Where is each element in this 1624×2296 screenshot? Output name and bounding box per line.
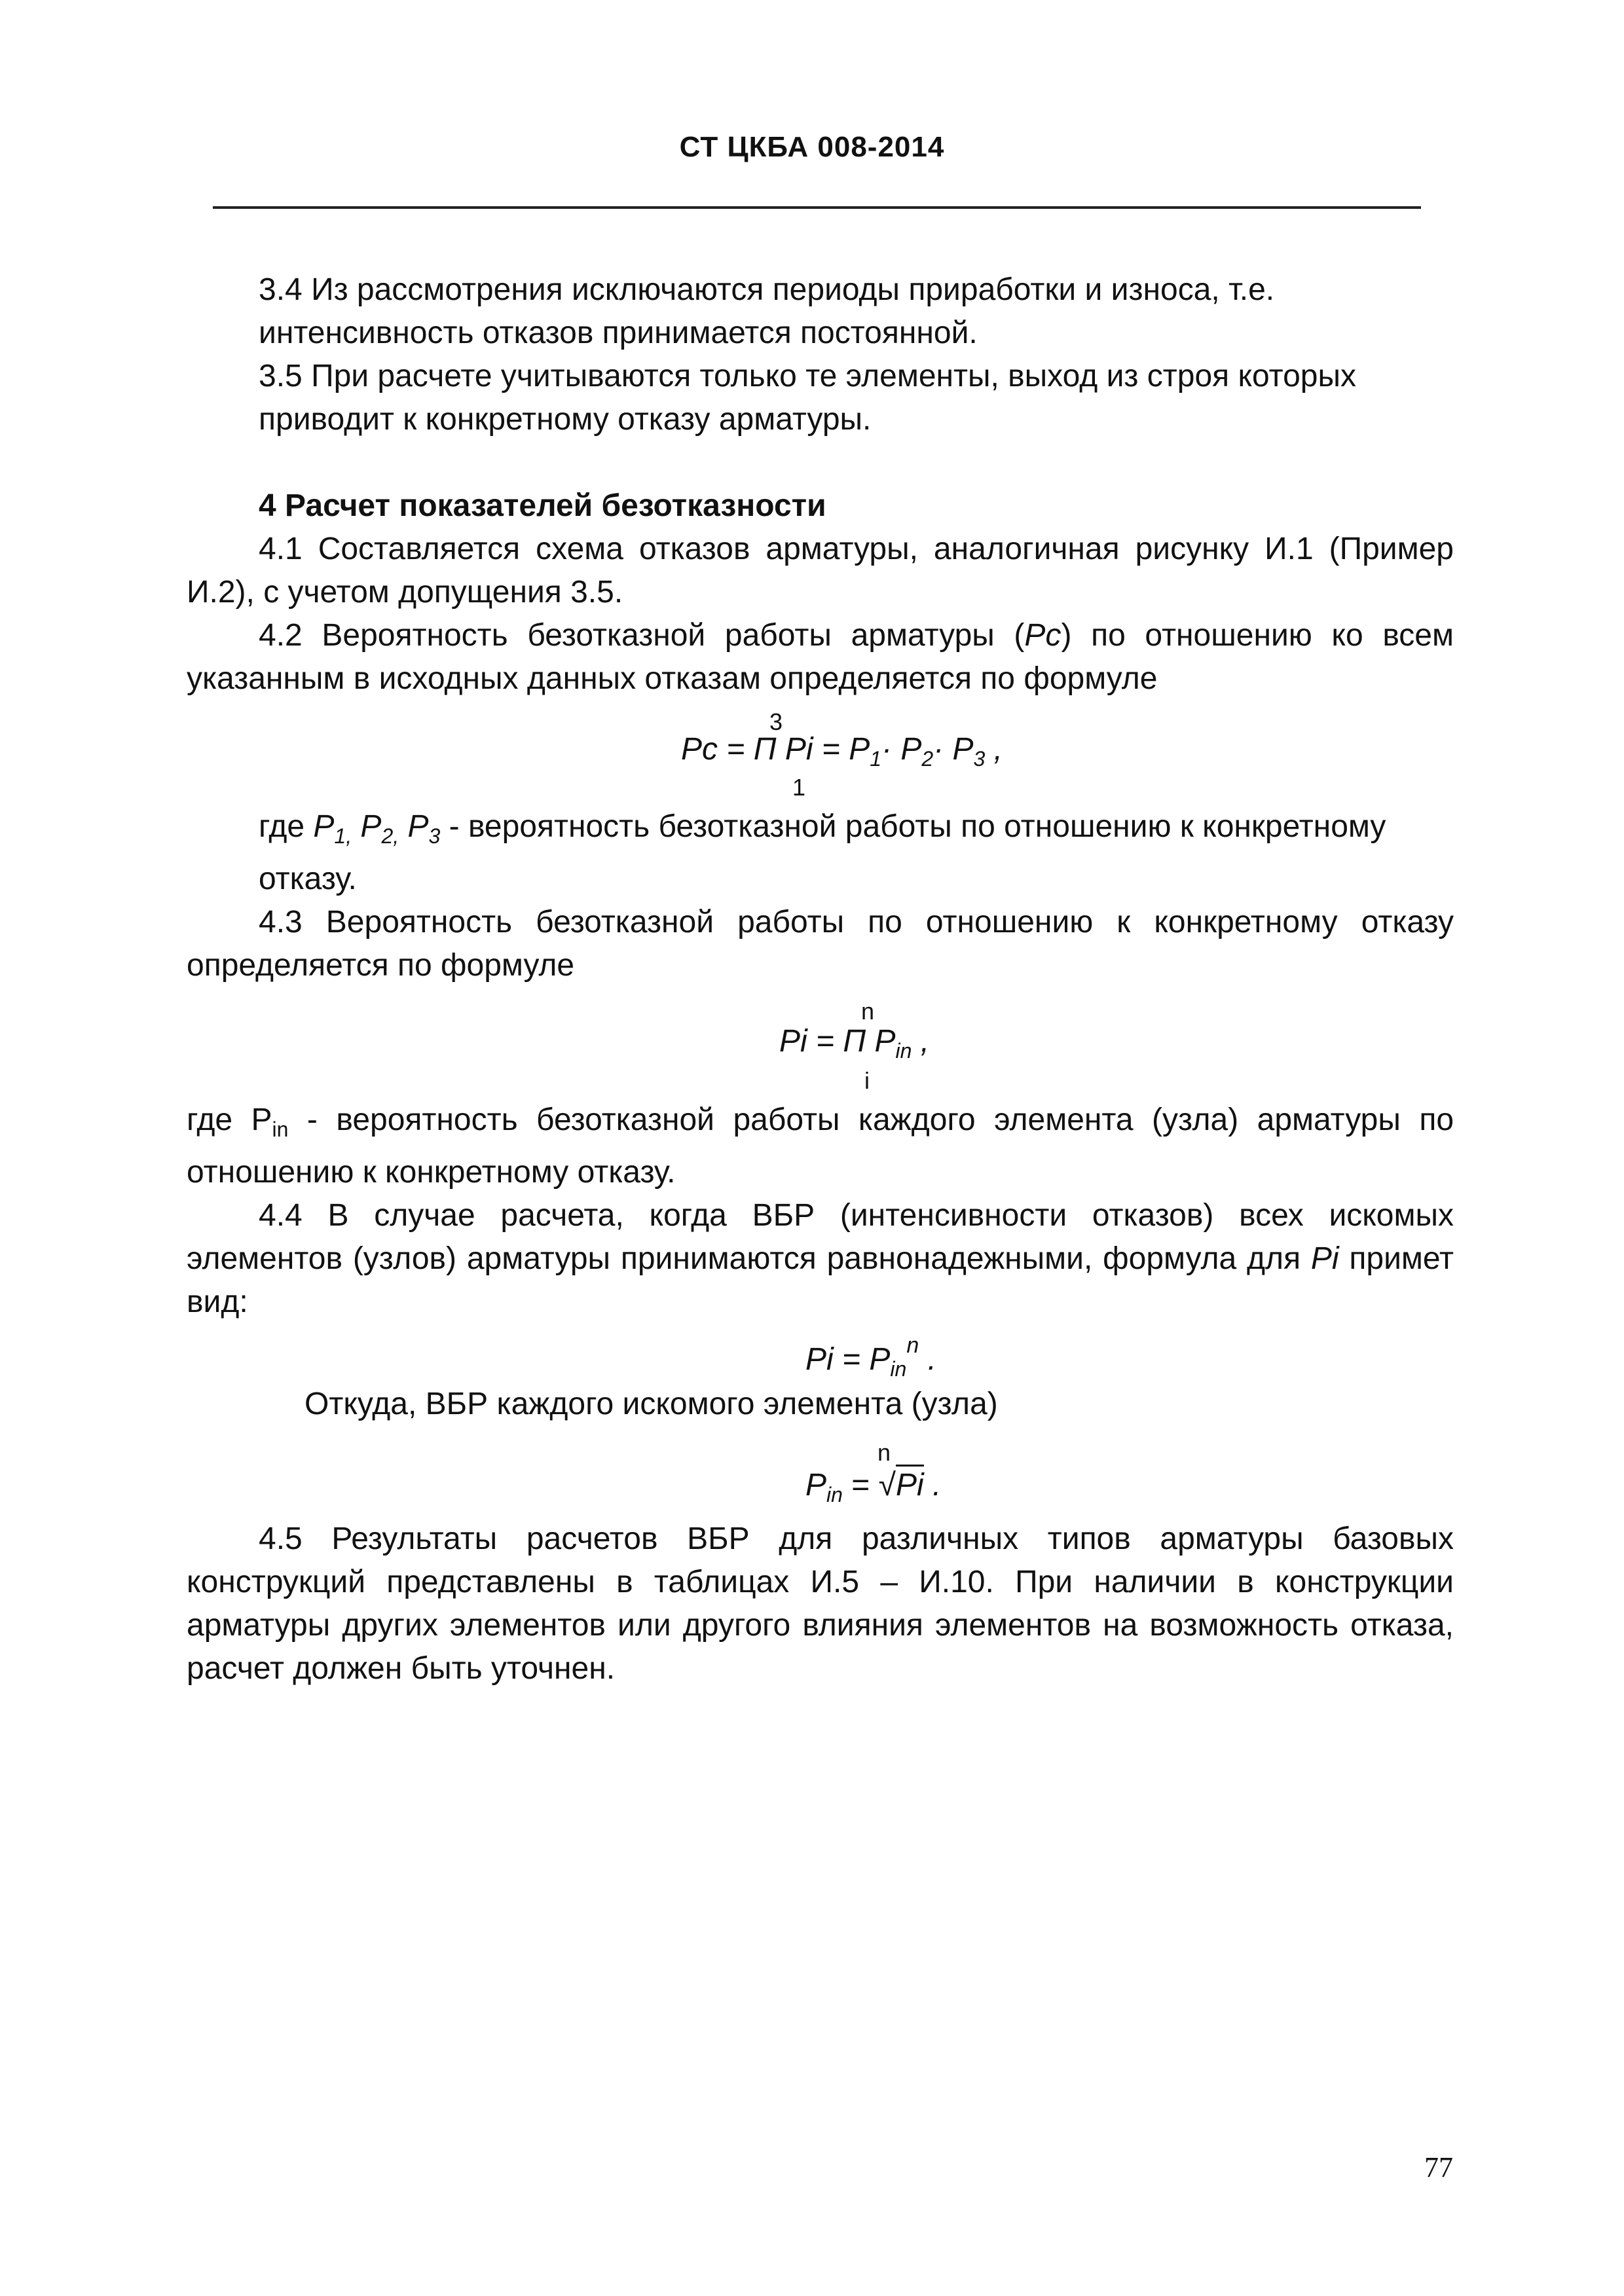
- paragraph-4-4: 4.4 В случае расчета, когда ВБР (интенсивности отказов) всех искомых элементов (узлов) арматуры принимаются равнонадежными, формула для Pi примет вид:: [187, 1198, 1454, 1319]
- formula-pi-power: [187, 1324, 1454, 1383]
- paragraph-4-4-hence: Откуда, ВБР каждого искомого элемента (узла): [304, 1387, 998, 1421]
- formula-pc-expression: Pc = П $Pi = P_1\cdot P_2\cdot P_3$ ,: [681, 732, 1003, 771]
- formula-pi-upper-limit: n: [861, 998, 875, 1025]
- formula-pi-lower-limit: i: [864, 1067, 870, 1094]
- formula-pin-root: [187, 1426, 1454, 1518]
- formula-pi-power-expression: $Pi = P_{in}^n$ .: [805, 1333, 936, 1381]
- formula-pin-root-index: n: [877, 1439, 891, 1466]
- paragraph-3-5: 3.5 При расчете учитываются только те элементы, выход из строя которых приводит к конкретному отказу арматуры.: [259, 359, 1356, 437]
- header-rule: [213, 206, 1421, 209]
- formula-pi: [187, 987, 1454, 1099]
- formula-pc: [187, 701, 1454, 805]
- paragraph-4-2: 4.2 Вероятность безотказной работы арматуры (Рс) по отношению ко всем указанным в исходных данных отказам определяется по формуле: [187, 618, 1454, 696]
- document-header: СТ ЦКБА 008-2014: [679, 131, 945, 163]
- paragraph-4-2-where: где $P_{1,}$ $P_{2,}$ $P_3$ - вероятность безотказной работы по отношению к конкретному отказу.: [259, 809, 1386, 896]
- page-number: 77: [1424, 2151, 1453, 2183]
- paragraph-4-3-where: где $P_{in}$ - вероятность безотказной работы каждого элемента (узла) арматуры по отношению к конкретному отказу.: [187, 1102, 1454, 1190]
- paragraph-4-1: 4.1 Составляется схема отказов арматуры, аналогичная рисунку И.1 (Пример И.2), с учетом допущения 3.5.: [187, 532, 1454, 610]
- formula-pin-root-expression: $P_{in} = √Pi$ .: [805, 1464, 941, 1516]
- document-body: [187, 268, 1454, 1690]
- paragraph-4-5: 4.5 Результаты расчетов ВБР для различных типов арматуры базовых конструкций представлены в таблицах И.5 – И.10. При наличии в конструкции арматуры других элементов или другого влияния элементов на возможность отказа, расчет должен быть уточнен.: [187, 1522, 1454, 1686]
- paragraph-4-3: 4.3 Вероятность безотказной работы по отношению к конкретному отказу определяется по формуле: [187, 905, 1454, 983]
- formula-pi-expression: Pi = П $P_{in}$ ,: [779, 1024, 930, 1063]
- formula-pc-lower-limit: 1: [792, 774, 806, 801]
- section-heading-4: 4 Расчет показателей безотказности: [259, 488, 826, 523]
- paragraph-3-4: 3.4 Из рассмотрения исключаются периоды приработки и износа, т.е. интенсивность отказов принимается постоянной.: [259, 272, 1275, 350]
- formula-pc-upper-limit: 3: [769, 708, 783, 735]
